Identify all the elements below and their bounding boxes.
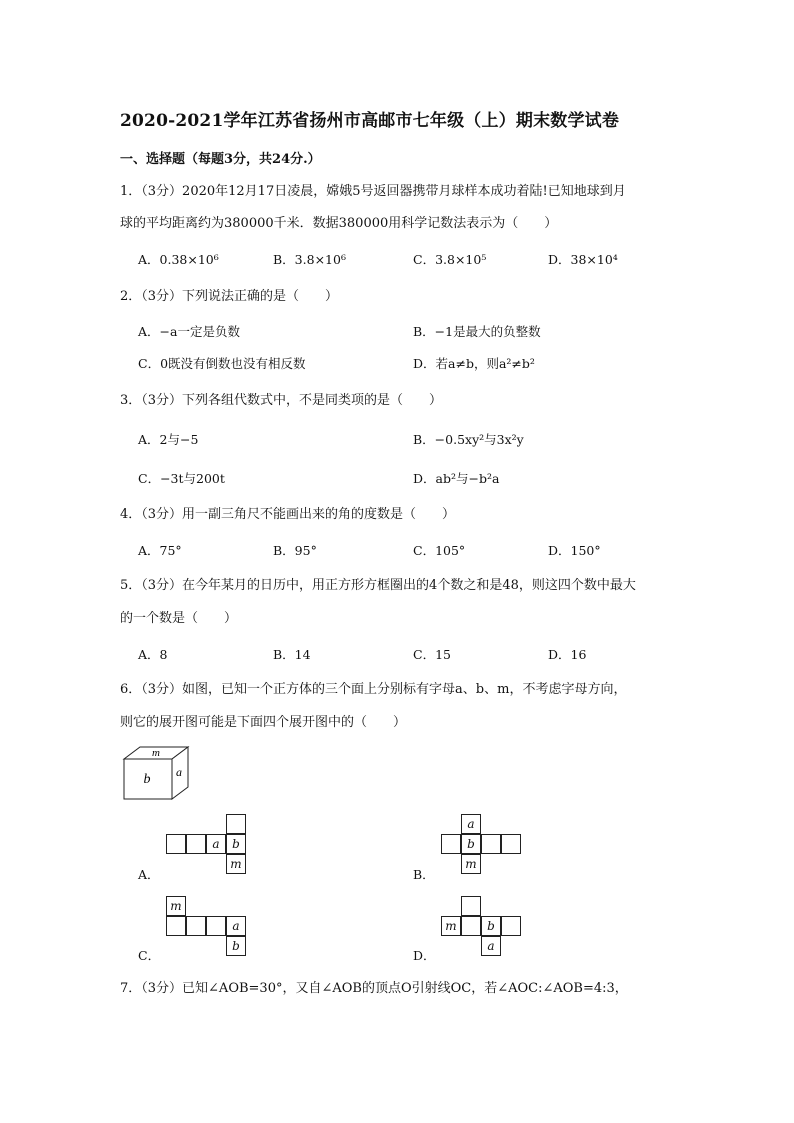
net-d-cell-a: a: [481, 936, 501, 956]
cube-front-letter: b: [143, 772, 151, 787]
cube-figure: [120, 745, 195, 801]
net-a-label: A．: [138, 867, 160, 882]
net-b-cell: [481, 834, 501, 854]
q1-option-c: C．3.8×10⁵: [413, 252, 487, 267]
net-d-cell: [461, 916, 481, 936]
net-d-cell-m: m: [441, 916, 461, 936]
net-b-cell-m: m: [461, 854, 481, 874]
q5-line2: 的一个数是（ ）: [120, 611, 238, 626]
net-c-cell: [206, 916, 226, 936]
q2-stem: 2．（3分）下列说法正确的是（ ）: [120, 289, 339, 304]
q3-option-d: D．ab²与−b²a: [413, 471, 500, 486]
q1-line1: 1．（3分）2020年12月17日凌晨，嫦娥5号返回器携带月球样本成功着陆!已知地球到月: [120, 184, 626, 199]
q1-option-a: A．0.38×10⁶: [138, 252, 219, 267]
q6-line1: 6．（3分）如图，已知一个正方体的三个面上分别标有字母a、b、m，不考虑字母方向，: [120, 682, 627, 697]
net-d-cell: [461, 896, 481, 916]
net-c-cell: [166, 916, 186, 936]
q4-option-b: B．95°: [273, 543, 317, 558]
q5-option-d: D．16: [548, 647, 587, 662]
q6-line2: 则它的展开图可能是下面四个展开图中的（ ）: [120, 715, 407, 730]
net-b-cell: [441, 834, 461, 854]
section-heading: 一、选择题（每题3分，共24分.）: [120, 152, 321, 167]
q2-option-d: D．若a≠b，则a²≠b²: [413, 356, 535, 371]
q3-option-c: C．−3t与200t: [138, 471, 225, 486]
net-a-cell-b: b: [226, 834, 246, 854]
page-title: 2020-2021学年江苏省扬州市高邮市七年级（上）期末数学试卷: [120, 111, 620, 131]
q5-option-b: B．14: [273, 647, 311, 662]
net-b-label: B．: [413, 867, 435, 882]
net-d-cell-b: b: [481, 916, 501, 936]
net-b-cell-b: b: [461, 834, 481, 854]
net-a: [166, 814, 250, 874]
net-a-cell: [166, 834, 186, 854]
net-b: [441, 814, 525, 874]
q4-option-c: C．105°: [413, 543, 466, 558]
net-d-cell: [501, 916, 521, 936]
cube-top-letter: m: [152, 747, 160, 759]
q2-option-b: B．−1是最大的负整数: [413, 324, 541, 339]
net-b-cell: [501, 834, 521, 854]
q2-option-c: C．0既没有倒数也没有相反数: [138, 356, 306, 371]
q7-line1: 7．（3分）已知∠AOB=30°，又自∠AOB的顶点O引射线OC，若∠AOC:∠AOB=4:3，: [120, 981, 628, 996]
net-a-cell: [186, 834, 206, 854]
net-a-cell-a: a: [206, 834, 226, 854]
q5-line1: 5．（3分）在今年某月的日历中，用正方形方框圈出的4个数之和是48，则这四个数中最大: [120, 578, 636, 593]
q2-option-a: A．−a一定是负数: [138, 324, 240, 339]
q4-option-a: A．75°: [138, 543, 182, 558]
net-c: [166, 896, 250, 956]
net-a-cell: [226, 814, 246, 834]
net-c-cell-m: m: [166, 896, 186, 916]
q3-stem: 3．（3分）下列各组代数式中，不是同类项的是（ ）: [120, 393, 443, 408]
q1-line2: 球的平均距离约为380000千米．数据380000用科学记数法表示为（ ）: [120, 216, 558, 231]
net-d-label: D．: [413, 948, 436, 963]
q4-option-d: D．150°: [548, 543, 601, 558]
net-c-cell: [186, 916, 206, 936]
q3-option-a: A．2与−5: [138, 432, 199, 447]
net-a-cell-m: m: [226, 854, 246, 874]
net-c-label: C．: [138, 948, 161, 963]
q4-stem: 4．（3分）用一副三角尺不能画出来的角的度数是（ ）: [120, 507, 456, 522]
cube-side-letter: a: [176, 765, 182, 779]
q3-option-b: B．−0.5xy²与3x²y: [413, 432, 524, 447]
q1-option-b: B．3.8×10⁶: [273, 252, 346, 267]
net-d: [441, 896, 525, 956]
q1-option-d: D．38×10⁴: [548, 252, 618, 267]
net-c-cell-a: a: [226, 916, 246, 936]
net-b-cell-a: a: [461, 814, 481, 834]
q5-option-a: A．8: [138, 647, 168, 662]
q5-option-c: C．15: [413, 647, 451, 662]
net-c-cell-b: b: [226, 936, 246, 956]
